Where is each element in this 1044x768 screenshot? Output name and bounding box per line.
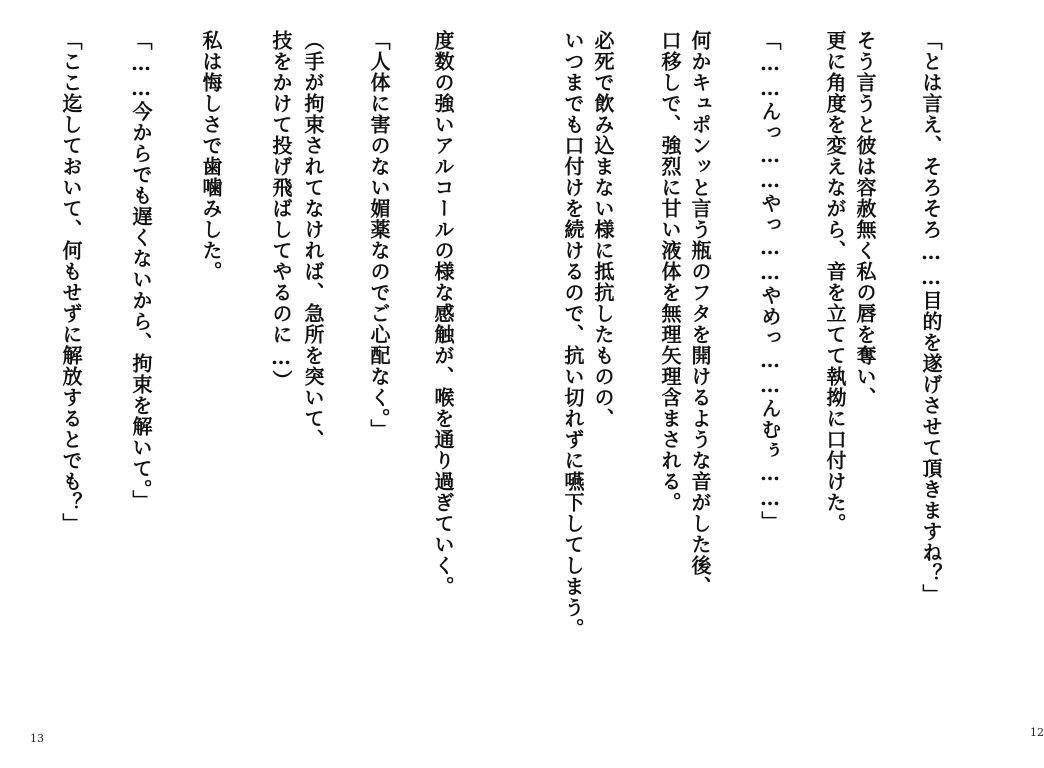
text-column: 「ここ迄しておいて、何もせずに解放するとでも？」	[59, 30, 83, 534]
page-number: 13	[30, 732, 44, 745]
text-column: 度数の強いアルコールの様な感触が、喉を通り過ぎていく。	[431, 30, 455, 597]
page-number: 12	[1030, 726, 1044, 739]
text-column: 「人体に害のない媚薬なのでご心配なく。」	[367, 30, 391, 440]
text-column: 何かキュポンッと言う瓶のフタを開けるような音がした後、	[688, 30, 712, 597]
text-column: 必死で飲み込まない様に抵抗したものの、	[591, 30, 615, 429]
right-page	[512, 0, 1044, 768]
text-column: 「……んっ……やっ……やめっ……んむぅ……」	[758, 30, 782, 532]
text-column: 口移しで、強烈に甘い液体を無理矢理含まされる。	[658, 30, 682, 513]
text-column: そう言うと彼は容赦無く私の唇を奪い、	[853, 30, 877, 408]
text-column: 「とは言え、そろそろ……目的を遂げさせて頂きますね？」	[919, 30, 943, 605]
text-column: 「……今からでも遅くないから、拘束を解いて。」	[129, 30, 153, 511]
text-column: 私は悔しさで歯噛みした。	[199, 30, 223, 282]
text-column: （手が拘束されてなければ、急所を突いて、	[301, 30, 325, 450]
text-column: いつまでも口付けを続けるので、抗い切れずに嚥下してしまう。	[561, 30, 585, 639]
text-column: 更に角度を変えながら、音を立てて執拗に口付けた。	[823, 30, 847, 534]
left-page	[0, 0, 512, 768]
text-column: 技をかけて投げ飛ばしてやるのに…）	[269, 30, 293, 391]
